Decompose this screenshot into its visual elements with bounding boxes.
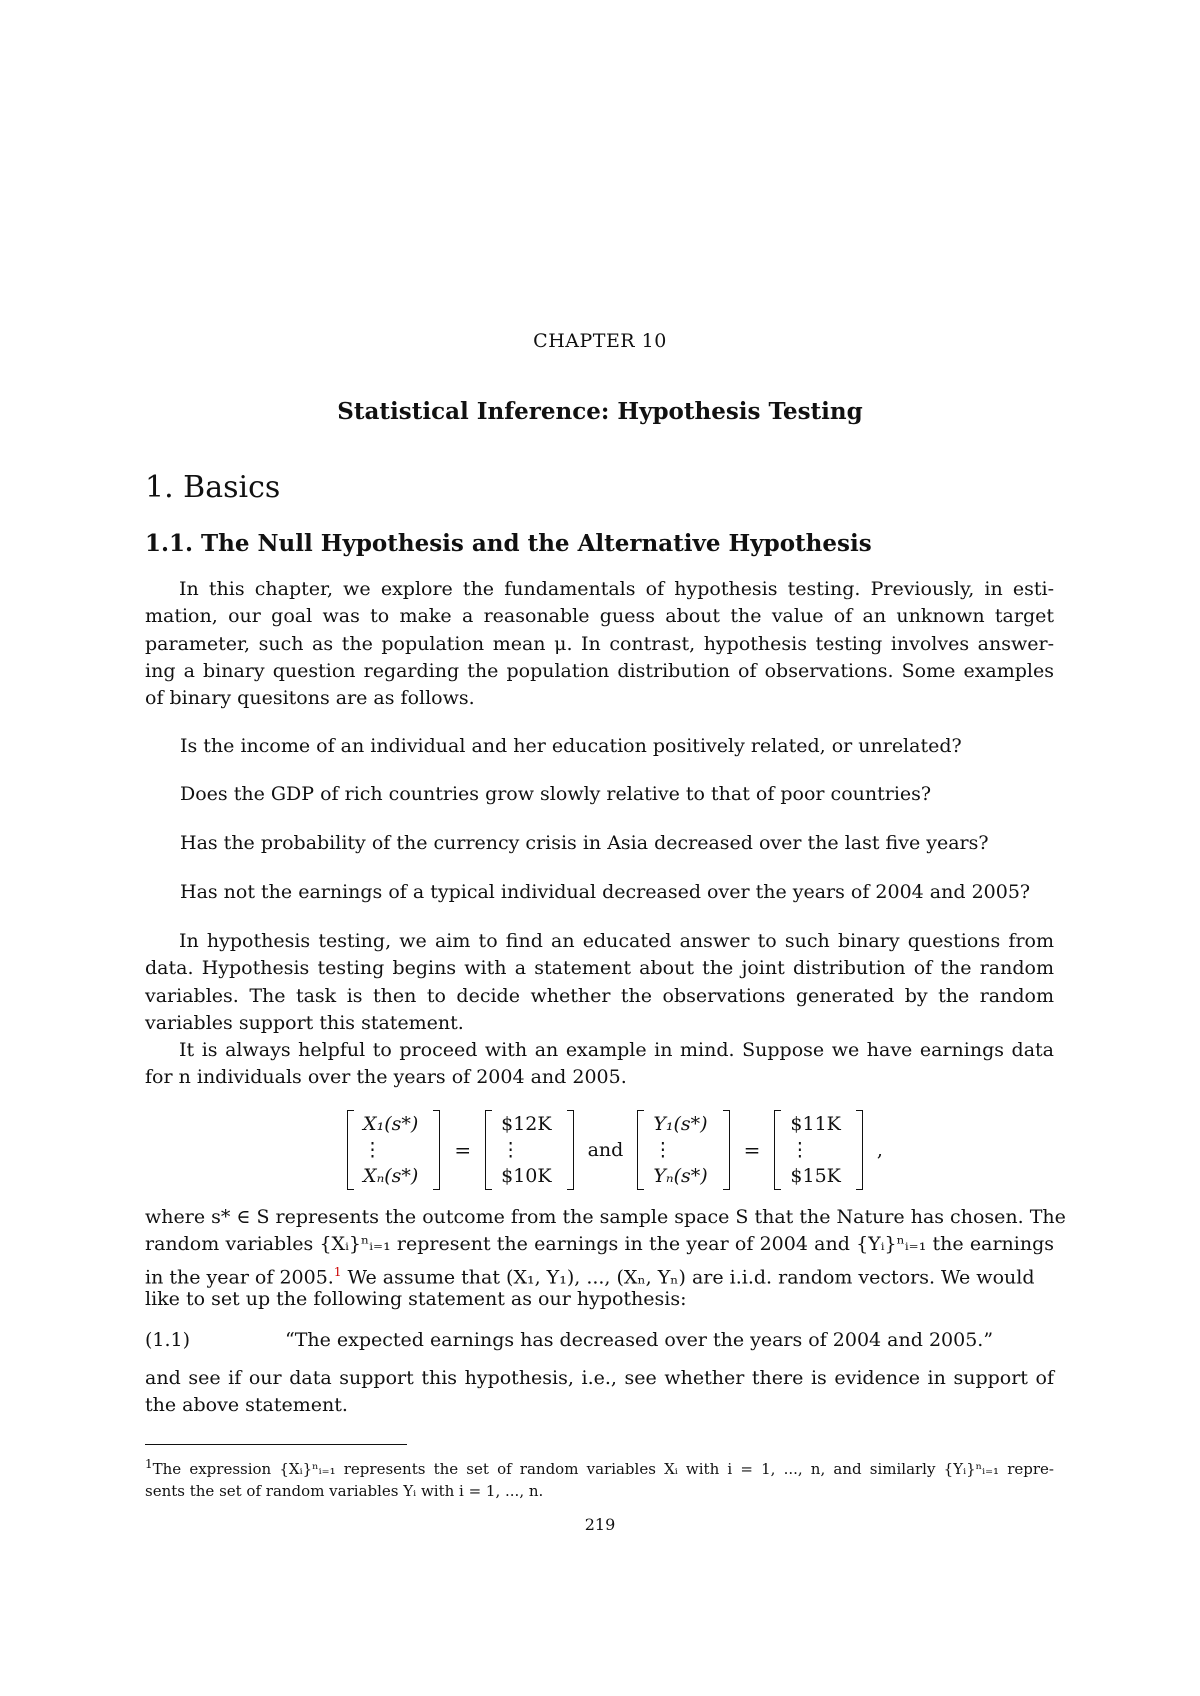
y-vector [637,1112,729,1188]
subsection-heading: 1.1. The Null Hypothesis and the Alternative Hypothesis [145,530,872,557]
matrix-entry: Xₙ(s*) [363,1165,419,1187]
paragraph-random-variables [145,1204,1066,1313]
footnote [145,1452,1054,1507]
paragraph-hypothesis-testing [145,928,1054,1092]
text-line: the above statement. [145,1394,348,1417]
text-line: of binary quesitons are as follows. [145,687,475,710]
text-line: mation, our goal was to make a reasonable guess about the value of an unknown target [145,605,1054,628]
matrix-dots: ⋮ [790,1139,810,1161]
footnote-link[interactable]: 1 [333,1264,342,1279]
paragraph-intro [145,576,1054,712]
text-line: In this chapter, we explore the fundamentals of hypothesis testing. Previously, in esti- [179,578,1054,600]
chapter-label: CHAPTER 10 [533,330,667,352]
matrix-entry: $11K [790,1113,841,1135]
matrix-entry: Y₁(s*) [653,1113,708,1135]
example-question: Has not the earnings of a typical individual decreased over the years of 2004 and 2005? [180,881,1031,903]
text-line: It is always helpful to proceed with an example in mind. Suppose we have earnings data [179,1039,1054,1062]
text-line: random variables {Xᵢ}ⁿᵢ₌₁ represent the earnings in the year of 2004 and {Yᵢ}ⁿᵢ₌₁ the earnings [145,1233,1054,1256]
text-line: for n individuals over the years of 2004 and 2005. [145,1066,627,1089]
comma: , [876,1139,883,1161]
y-values-vector [774,1112,862,1188]
text-line: data. Hypothesis testing begins with a statement about the joint distribution of the random [145,957,1054,980]
equals-sign: = [454,1138,472,1162]
paragraph-conclusion [145,1365,1054,1420]
chapter-title: Statistical Inference: Hypothesis Testing [337,398,863,425]
matrix-entry: $15K [790,1165,841,1187]
text-line: and see if our data support this hypothesis, i.e., see whether there is evidence in support of [145,1367,1054,1389]
matrix-entry: $12K [501,1113,552,1135]
footnote-line: sents the set of random variables Yᵢ with i = 1, ..., n. [145,1482,544,1501]
earnings-matrix-equation [0,1112,1200,1188]
matrix-dots: ⋮ [363,1139,383,1161]
matrix-entry: X₁(s*) [363,1113,419,1135]
equation-label: (1.1) [145,1329,191,1351]
text-line: like to set up the following statement as our hypothesis: [145,1287,687,1310]
text-line [145,1259,1054,1286]
text-line: variables support this statement. [145,1011,464,1034]
footnote-divider [145,1444,407,1445]
matrix-entry: Yₙ(s*) [653,1165,708,1187]
x-values-vector [485,1112,573,1188]
text-line: parameter, such as the population mean μ. In contrast, hypothesis testing involves answer- [145,632,1054,655]
text-segment: in the year of 2005. [145,1265,334,1288]
x-vector [347,1112,440,1188]
and-word: and [587,1139,624,1161]
footnote-line [145,1452,1054,1479]
equals-sign: = [743,1138,761,1162]
text-line: ing a binary question regarding the population distribution of observations. Some examples [145,659,1054,682]
text-line: variables. The task is then to decide whether the observations generated by the random [145,984,1054,1007]
example-question: Does the GDP of rich countries grow slowly relative to that of poor countries? [180,783,932,805]
section-heading: 1. Basics [145,470,281,505]
text-line: In hypothesis testing, we aim to find an educated answer to such binary questions from [179,930,1054,952]
example-question: Is the income of an individual and her education positively related, or unrelated? [180,735,962,757]
example-question: Has the probability of the currency crisis in Asia decreased over the last five years? [180,832,989,854]
matrix-entry: $10K [501,1165,552,1187]
equation-text: “The expected earnings has decreased over the years of 2004 and 2005.” [285,1329,994,1351]
matrix-dots: ⋮ [653,1139,673,1161]
page-number: 219 [584,1515,616,1534]
matrix-dots: ⋮ [501,1139,521,1161]
footnote-mark: 1 [145,1457,153,1471]
text-segment: We assume that (X₁, Y₁), ..., (Xₙ, Yₙ) are i.i.d. random vectors. We would [341,1265,1035,1288]
text-segment: The expression {Xᵢ}ⁿᵢ₌₁ represents the set of random variables Xᵢ with i = 1, ..., n, and similarly {Yᵢ}ⁿᵢ₌₁ repre- [152,1460,1054,1478]
text-line: where s* ∈ S represents the outcome from the sample space S that the Nature has chosen. The [145,1206,1066,1228]
